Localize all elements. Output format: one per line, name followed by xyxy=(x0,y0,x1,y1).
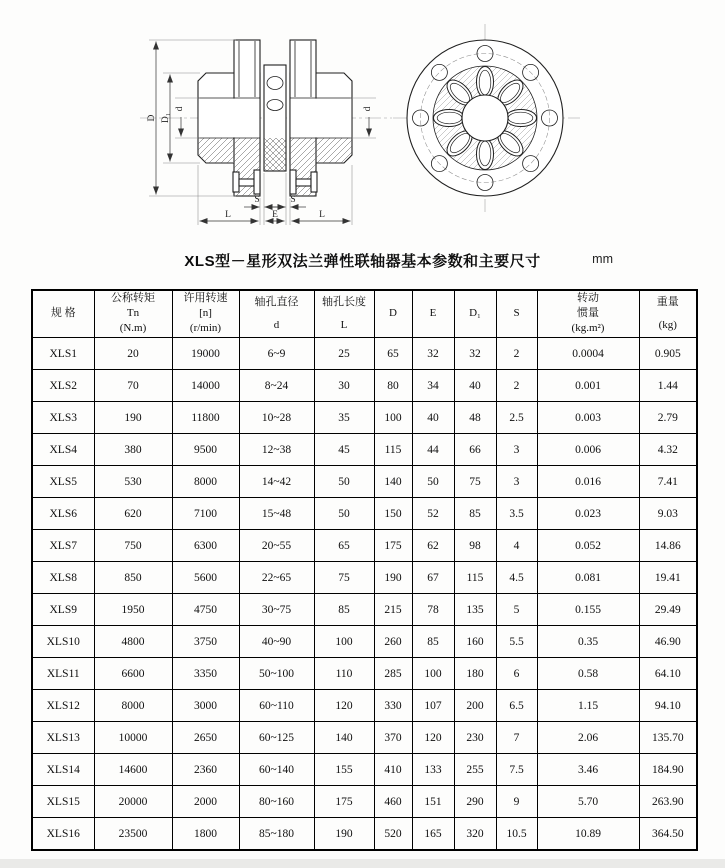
cell-bore-l: 75 xyxy=(314,562,374,594)
dim-label-D: D xyxy=(147,114,157,122)
cell-S: 2 xyxy=(496,338,537,370)
cell-S: 5 xyxy=(496,594,537,626)
cell-bore-l: 25 xyxy=(314,338,374,370)
column-header-D1: D₁ xyxy=(454,290,496,338)
cell-inertia: 0.003 xyxy=(537,402,639,434)
cell-S: 4 xyxy=(496,530,537,562)
table-row-xls11 xyxy=(32,658,697,690)
cell-D: 520 xyxy=(374,818,412,851)
cell-bore-d: 6~9 xyxy=(239,338,314,370)
column-header-D: D xyxy=(374,290,412,338)
cell-D1: 48 xyxy=(454,402,496,434)
cell-bore-l: 175 xyxy=(314,786,374,818)
cell-spec: XLS13 xyxy=(32,722,94,754)
dim-label-L-right: L xyxy=(319,210,325,220)
cell-E: 78 xyxy=(412,594,454,626)
cell-D: 100 xyxy=(374,402,412,434)
cell-torque: 380 xyxy=(94,434,172,466)
cell-spec: XLS15 xyxy=(32,786,94,818)
coupling-technical-drawing xyxy=(0,0,725,248)
table-row-xls12 xyxy=(32,690,697,722)
cell-weight: 364.50 xyxy=(639,818,697,851)
cell-spec: XLS5 xyxy=(32,466,94,498)
cell-spec: XLS8 xyxy=(32,562,94,594)
page-bottom-edge xyxy=(0,859,725,868)
cell-bore-d: 80~160 xyxy=(239,786,314,818)
cell-inertia: 2.06 xyxy=(537,722,639,754)
cell-bore-l: 100 xyxy=(314,626,374,658)
cell-D1: 66 xyxy=(454,434,496,466)
cell-speed: 14000 xyxy=(172,370,239,402)
cell-torque: 190 xyxy=(94,402,172,434)
cell-E: 34 xyxy=(412,370,454,402)
cell-E: 151 xyxy=(412,786,454,818)
cell-bore-d: 20~55 xyxy=(239,530,314,562)
cell-weight: 135.70 xyxy=(639,722,697,754)
cell-D: 260 xyxy=(374,626,412,658)
title-row xyxy=(0,250,725,276)
cell-E: 62 xyxy=(412,530,454,562)
cell-bore-d: 30~75 xyxy=(239,594,314,626)
table-row-xls10 xyxy=(32,626,697,658)
cell-S: 3 xyxy=(496,466,537,498)
cell-weight: 4.32 xyxy=(639,434,697,466)
cell-E: 100 xyxy=(412,658,454,690)
cell-bore-d: 10~28 xyxy=(239,402,314,434)
table-row-xls4 xyxy=(32,434,697,466)
cell-spec: XLS6 xyxy=(32,498,94,530)
cell-inertia: 3.46 xyxy=(537,754,639,786)
cell-spec: XLS9 xyxy=(32,594,94,626)
front-view xyxy=(393,24,580,212)
cell-spec: XLS14 xyxy=(32,754,94,786)
cell-spec: XLS4 xyxy=(32,434,94,466)
cell-D1: 85 xyxy=(454,498,496,530)
cell-speed: 5600 xyxy=(172,562,239,594)
dim-label-d-right: d xyxy=(363,106,373,112)
cell-E: 40 xyxy=(412,402,454,434)
cell-spec: XLS16 xyxy=(32,818,94,851)
cell-S: 3.5 xyxy=(496,498,537,530)
cell-bore-l: 140 xyxy=(314,722,374,754)
cell-bore-d: 12~38 xyxy=(239,434,314,466)
cell-speed: 11800 xyxy=(172,402,239,434)
table-header-row xyxy=(32,290,697,338)
cell-bore-d: 22~65 xyxy=(239,562,314,594)
cell-D: 285 xyxy=(374,658,412,690)
cell-spec: XLS10 xyxy=(32,626,94,658)
cell-S: 9 xyxy=(496,786,537,818)
cell-D1: 320 xyxy=(454,818,496,851)
cell-bore-d: 60~110 xyxy=(239,690,314,722)
cell-S: 7 xyxy=(496,722,537,754)
cell-bore-l: 155 xyxy=(314,754,374,786)
cell-D: 330 xyxy=(374,690,412,722)
cell-weight: 14.86 xyxy=(639,530,697,562)
dim-label-S-right: S xyxy=(290,195,296,205)
cell-S: 7.5 xyxy=(496,754,537,786)
cell-inertia: 0.155 xyxy=(537,594,639,626)
cell-bore-d: 14~42 xyxy=(239,466,314,498)
cell-bore-l: 85 xyxy=(314,594,374,626)
cell-torque: 4800 xyxy=(94,626,172,658)
table-row-xls15 xyxy=(32,786,697,818)
cell-D: 65 xyxy=(374,338,412,370)
cell-inertia: 0.023 xyxy=(537,498,639,530)
cell-S: 2 xyxy=(496,370,537,402)
cell-E: 67 xyxy=(412,562,454,594)
cell-speed: 19000 xyxy=(172,338,239,370)
cell-speed: 2650 xyxy=(172,722,239,754)
cell-torque: 850 xyxy=(94,562,172,594)
cell-weight: 1.44 xyxy=(639,370,697,402)
cell-E: 120 xyxy=(412,722,454,754)
cell-S: 6 xyxy=(496,658,537,690)
cell-inertia: 0.006 xyxy=(537,434,639,466)
cell-D1: 160 xyxy=(454,626,496,658)
cell-weight: 46.90 xyxy=(639,626,697,658)
cell-inertia: 0.001 xyxy=(537,370,639,402)
cell-spec: XLS7 xyxy=(32,530,94,562)
cell-speed: 3000 xyxy=(172,690,239,722)
cell-weight: 19.41 xyxy=(639,562,697,594)
cell-inertia: 0.58 xyxy=(537,658,639,690)
cell-D1: 255 xyxy=(454,754,496,786)
cell-bore-l: 190 xyxy=(314,818,374,851)
cell-E: 107 xyxy=(412,690,454,722)
cell-torque: 20000 xyxy=(94,786,172,818)
cell-bore-l: 35 xyxy=(314,402,374,434)
unit-label: mm xyxy=(592,252,613,266)
cell-torque: 8000 xyxy=(94,690,172,722)
cell-D: 460 xyxy=(374,786,412,818)
cell-torque: 20 xyxy=(94,338,172,370)
cell-S: 5.5 xyxy=(496,626,537,658)
cell-S: 4.5 xyxy=(496,562,537,594)
cell-inertia: 10.89 xyxy=(537,818,639,851)
cell-D1: 180 xyxy=(454,658,496,690)
cell-E: 44 xyxy=(412,434,454,466)
cell-S: 3 xyxy=(496,434,537,466)
cell-spec: XLS3 xyxy=(32,402,94,434)
cell-D1: 98 xyxy=(454,530,496,562)
cell-torque: 1950 xyxy=(94,594,172,626)
cell-D: 175 xyxy=(374,530,412,562)
cell-bore-d: 50~100 xyxy=(239,658,314,690)
cell-torque: 6600 xyxy=(94,658,172,690)
cell-inertia: 0.35 xyxy=(537,626,639,658)
column-header-bore-d: 轴孔直径 d xyxy=(239,290,314,338)
dim-label-L-left: L xyxy=(225,210,231,220)
cell-torque: 530 xyxy=(94,466,172,498)
table-row-xls1 xyxy=(32,338,697,370)
cell-E: 165 xyxy=(412,818,454,851)
cell-E: 50 xyxy=(412,466,454,498)
cell-E: 85 xyxy=(412,626,454,658)
cell-bore-d: 60~125 xyxy=(239,722,314,754)
cell-weight: 263.90 xyxy=(639,786,697,818)
cell-speed: 3750 xyxy=(172,626,239,658)
column-header-weight: 重量 (kg) xyxy=(639,290,697,338)
cell-torque: 14600 xyxy=(94,754,172,786)
cell-D1: 40 xyxy=(454,370,496,402)
column-header-E: E xyxy=(412,290,454,338)
cell-bore-l: 45 xyxy=(314,434,374,466)
dim-label-E: E xyxy=(272,210,278,220)
dim-label-d-left: d xyxy=(175,106,185,112)
cell-weight: 94.10 xyxy=(639,690,697,722)
table-body xyxy=(32,338,697,851)
cell-D: 410 xyxy=(374,754,412,786)
cell-speed: 2000 xyxy=(172,786,239,818)
cell-D1: 230 xyxy=(454,722,496,754)
cell-weight: 7.41 xyxy=(639,466,697,498)
column-header-bore-l: 轴孔长度 L xyxy=(314,290,374,338)
section-view xyxy=(140,40,392,225)
cell-inertia: 0.016 xyxy=(537,466,639,498)
table-row-xls2 xyxy=(32,370,697,402)
cell-bore-d: 15~48 xyxy=(239,498,314,530)
cell-inertia: 0.052 xyxy=(537,530,639,562)
cell-weight: 2.79 xyxy=(639,402,697,434)
cell-D: 370 xyxy=(374,722,412,754)
spacer-section-hatch xyxy=(265,138,286,171)
bore-circle xyxy=(462,95,508,141)
cell-D1: 200 xyxy=(454,690,496,722)
cell-inertia: 5.70 xyxy=(537,786,639,818)
dim-label-D1: D₁ xyxy=(161,112,171,124)
table-row-xls16 xyxy=(32,818,697,851)
cell-weight: 64.10 xyxy=(639,658,697,690)
cell-bore-l: 110 xyxy=(314,658,374,690)
cell-bore-d: 60~140 xyxy=(239,754,314,786)
column-header-speed: 许用转速 [n] (r/min) xyxy=(172,290,239,338)
cell-D: 115 xyxy=(374,434,412,466)
cell-D: 150 xyxy=(374,498,412,530)
cell-inertia: 0.081 xyxy=(537,562,639,594)
cell-bore-d: 40~90 xyxy=(239,626,314,658)
cell-S: 2.5 xyxy=(496,402,537,434)
cell-bore-l: 50 xyxy=(314,466,374,498)
column-header-torque: 公称转矩 Tn (N.m) xyxy=(94,290,172,338)
cell-speed: 2360 xyxy=(172,754,239,786)
cell-weight: 9.03 xyxy=(639,498,697,530)
cell-weight: 29.49 xyxy=(639,594,697,626)
table-row-xls6 xyxy=(32,498,697,530)
cell-spec: XLS1 xyxy=(32,338,94,370)
cell-D1: 75 xyxy=(454,466,496,498)
cell-E: 32 xyxy=(412,338,454,370)
table-row-xls8 xyxy=(32,562,697,594)
table-header xyxy=(32,290,697,338)
dim-label-S-left: S xyxy=(254,195,260,205)
table-row-xls3 xyxy=(32,402,697,434)
cell-torque: 23500 xyxy=(94,818,172,851)
cell-D: 140 xyxy=(374,466,412,498)
column-header-S: S xyxy=(496,290,537,338)
cell-bore-l: 30 xyxy=(314,370,374,402)
spec-table xyxy=(31,289,698,851)
cell-torque: 750 xyxy=(94,530,172,562)
cell-bore-l: 65 xyxy=(314,530,374,562)
column-header-inertia: 转动 惯量 (kg.m²) xyxy=(537,290,639,338)
cell-inertia: 0.0004 xyxy=(537,338,639,370)
cell-torque: 70 xyxy=(94,370,172,402)
left-section-hatch xyxy=(198,138,260,196)
cell-E: 133 xyxy=(412,754,454,786)
cell-spec: XLS2 xyxy=(32,370,94,402)
cell-speed: 7100 xyxy=(172,498,239,530)
right-section-hatch xyxy=(290,138,352,196)
cell-bore-l: 50 xyxy=(314,498,374,530)
cell-S: 6.5 xyxy=(496,690,537,722)
cell-bore-d: 85~180 xyxy=(239,818,314,851)
cell-D1: 290 xyxy=(454,786,496,818)
table-row-xls5 xyxy=(32,466,697,498)
cell-E: 52 xyxy=(412,498,454,530)
cell-weight: 184.90 xyxy=(639,754,697,786)
cell-S: 10.5 xyxy=(496,818,537,851)
table-row-xls14 xyxy=(32,754,697,786)
cell-speed: 3350 xyxy=(172,658,239,690)
cell-speed: 6300 xyxy=(172,530,239,562)
cell-D: 190 xyxy=(374,562,412,594)
cell-bore-l: 120 xyxy=(314,690,374,722)
cell-D1: 32 xyxy=(454,338,496,370)
table-row-xls9 xyxy=(32,594,697,626)
cell-bore-d: 8~24 xyxy=(239,370,314,402)
cell-speed: 1800 xyxy=(172,818,239,851)
table-row-xls13 xyxy=(32,722,697,754)
cell-weight: 0.905 xyxy=(639,338,697,370)
column-header-spec: 规 格 xyxy=(32,290,94,338)
cell-torque: 620 xyxy=(94,498,172,530)
page-title: XLS型－星形双法兰弹性联轴器基本参数和主要尺寸 xyxy=(184,253,541,270)
cell-D: 215 xyxy=(374,594,412,626)
cell-inertia: 1.15 xyxy=(537,690,639,722)
cell-speed: 4750 xyxy=(172,594,239,626)
cell-D: 80 xyxy=(374,370,412,402)
cell-D1: 115 xyxy=(454,562,496,594)
cell-speed: 9500 xyxy=(172,434,239,466)
cell-spec: XLS12 xyxy=(32,690,94,722)
cell-torque: 10000 xyxy=(94,722,172,754)
cell-speed: 8000 xyxy=(172,466,239,498)
table-row-xls7 xyxy=(32,530,697,562)
cell-D1: 135 xyxy=(454,594,496,626)
cell-spec: XLS11 xyxy=(32,658,94,690)
